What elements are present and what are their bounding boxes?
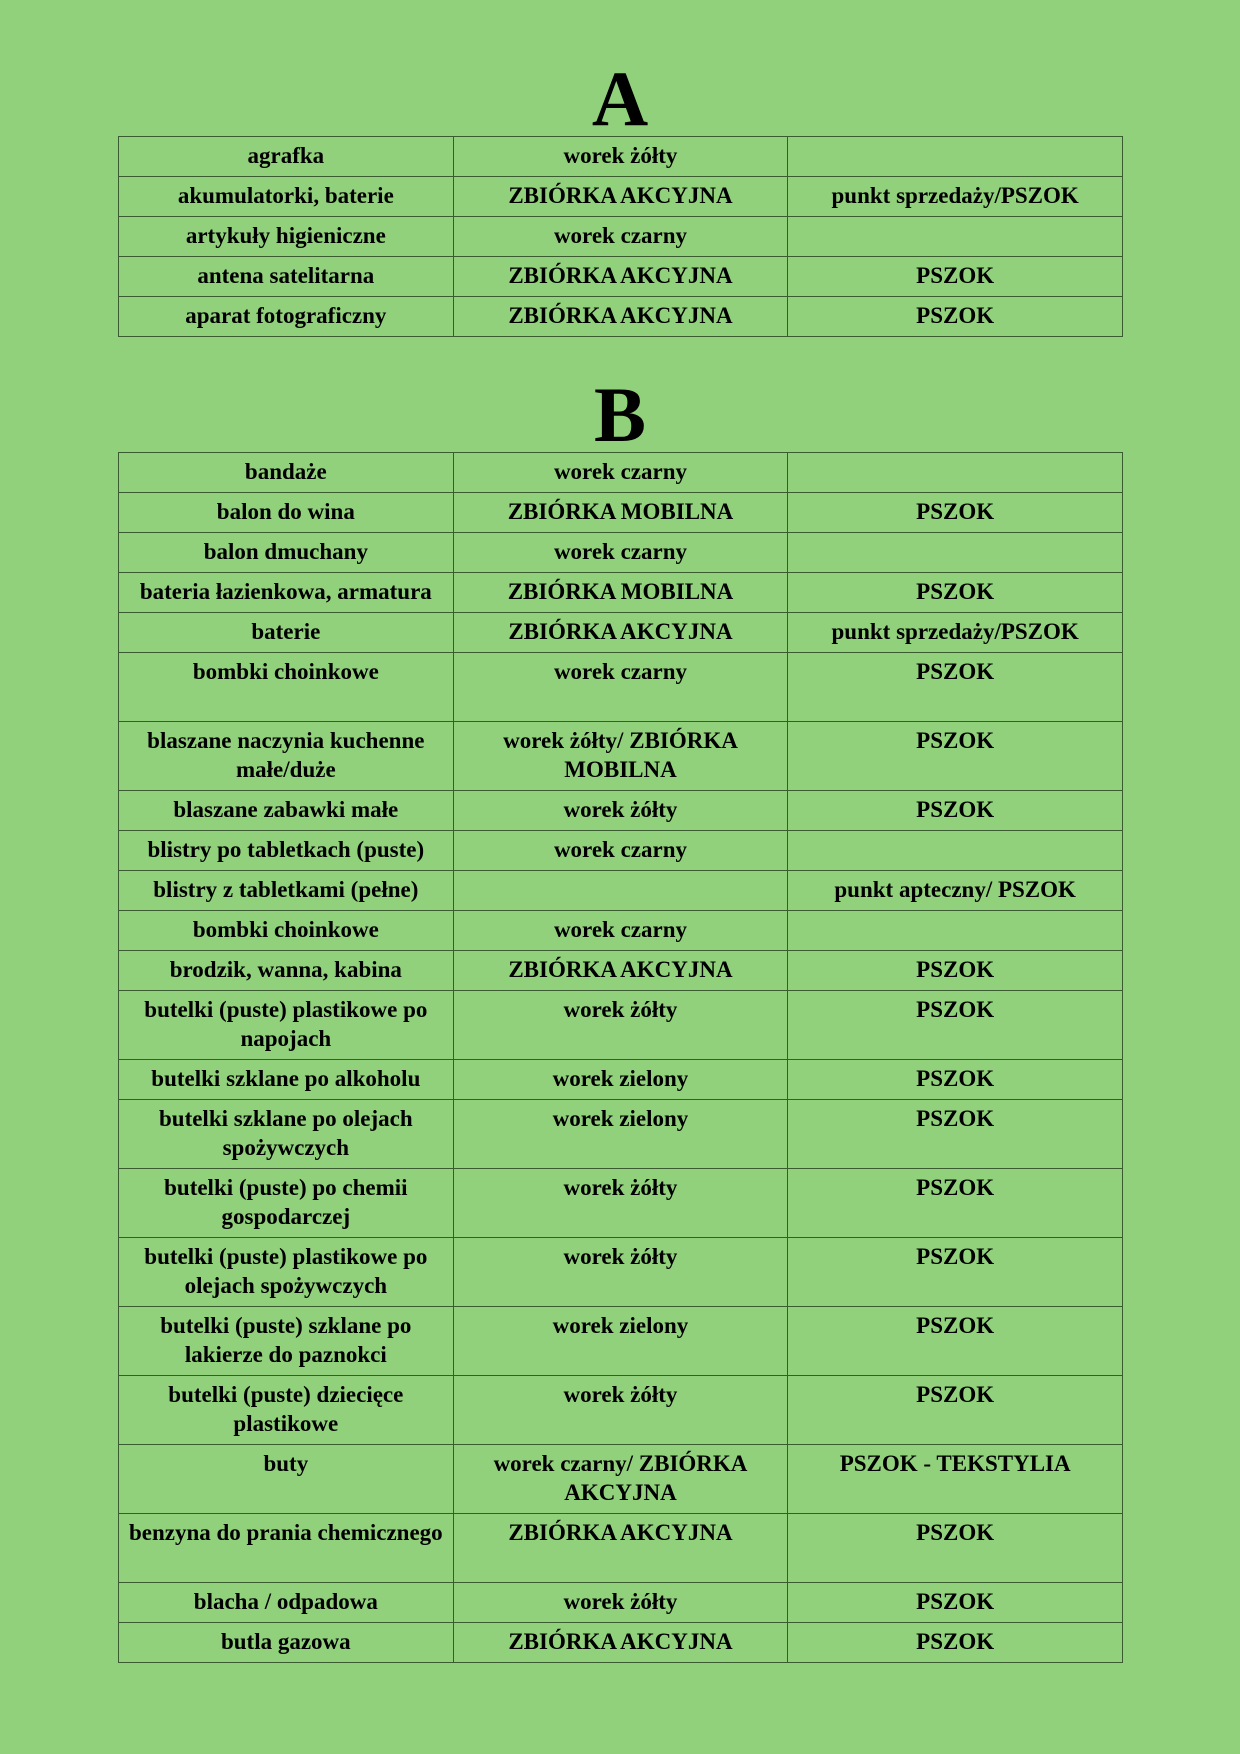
- item-name-cell: balon dmuchany: [119, 533, 454, 573]
- alternative-point-cell: PSZOK: [788, 791, 1123, 831]
- section-letter-b: B: [593, 371, 647, 458]
- collection-method-cell: worek żółty: [453, 991, 788, 1060]
- item-name-cell: butla gazowa: [119, 1623, 454, 1663]
- alternative-point-cell: PSZOK: [788, 1623, 1123, 1663]
- item-name-cell: blistry z tabletkami (pełne): [119, 871, 454, 911]
- alternative-point-cell: PSZOK - TEKSTYLIA: [788, 1445, 1123, 1514]
- alternative-point-cell: PSZOK: [788, 722, 1123, 791]
- alternative-point-cell: PSZOK: [788, 1100, 1123, 1169]
- collection-method-cell: worek żółty: [453, 1169, 788, 1238]
- collection-method-cell: worek czarny: [453, 911, 788, 951]
- item-name-cell: butelki (puste) szklane po lakierze do paznokci: [119, 1307, 454, 1376]
- collection-method-cell: ZBIÓRKA AKCYJNA: [453, 177, 788, 217]
- alternative-point-cell: PSZOK: [788, 493, 1123, 533]
- collection-method-cell: worek żółty: [453, 791, 788, 831]
- item-name-cell: agrafka: [119, 137, 454, 177]
- item-name-cell: benzyna do prania chemicznego: [119, 1514, 454, 1583]
- table-row: [119, 453, 1123, 493]
- item-name-cell: bombki choinkowe: [119, 911, 454, 951]
- alternative-point-cell: [788, 453, 1123, 493]
- collection-method-cell: worek czarny: [453, 831, 788, 871]
- alternative-point-cell: [788, 911, 1123, 951]
- alternative-point-cell: PSZOK: [788, 991, 1123, 1060]
- item-name-cell: buty: [119, 1445, 454, 1514]
- alternative-point-cell: PSZOK: [788, 1238, 1123, 1307]
- collection-method-cell: worek żółty/ ZBIÓRKA MOBILNA: [453, 722, 788, 791]
- alternative-point-cell: [788, 217, 1123, 257]
- alternative-point-cell: PSZOK: [788, 297, 1123, 337]
- alternative-point-cell: PSZOK: [788, 1060, 1123, 1100]
- table-row: [119, 1169, 1123, 1238]
- waste-table-a: [118, 136, 1123, 337]
- item-name-cell: butelki (puste) dziecięce plastikowe: [119, 1376, 454, 1445]
- collection-method-cell: worek czarny: [453, 453, 788, 493]
- table-row: [119, 951, 1123, 991]
- table-row: [119, 722, 1123, 791]
- collection-method-cell: worek czarny: [453, 217, 788, 257]
- table-row: [119, 991, 1123, 1060]
- item-name-cell: blaszane naczynia kuchenne małe/duże: [119, 722, 454, 791]
- collection-method-cell: worek zielony: [453, 1100, 788, 1169]
- item-name-cell: antena satelitarna: [119, 257, 454, 297]
- collection-method-cell: ZBIÓRKA MOBILNA: [453, 573, 788, 613]
- table-row: [119, 257, 1123, 297]
- item-name-cell: butelki (puste) plastikowe po olejach spożywczych: [119, 1238, 454, 1307]
- section-letter-a: A: [591, 55, 649, 142]
- alternative-point-cell: PSZOK: [788, 1376, 1123, 1445]
- alternative-point-cell: PSZOK: [788, 573, 1123, 613]
- collection-method-cell: ZBIÓRKA AKCYJNA: [453, 1514, 788, 1583]
- item-name-cell: blistry po tabletkach (puste): [119, 831, 454, 871]
- item-name-cell: artykuły higieniczne: [119, 217, 454, 257]
- item-name-cell: blaszane zabawki małe: [119, 791, 454, 831]
- collection-method-cell: ZBIÓRKA AKCYJNA: [453, 951, 788, 991]
- alternative-point-cell: [788, 533, 1123, 573]
- table-row: [119, 911, 1123, 951]
- table-row: [119, 1583, 1123, 1623]
- collection-method-cell: worek zielony: [453, 1060, 788, 1100]
- table-row: [119, 1376, 1123, 1445]
- item-name-cell: butelki szklane po olejach spożywczych: [119, 1100, 454, 1169]
- item-name-cell: aparat fotograficzny: [119, 297, 454, 337]
- waste-table-b: [118, 452, 1123, 1663]
- alternative-point-cell: punkt sprzedaży/PSZOK: [788, 177, 1123, 217]
- table-row: [119, 831, 1123, 871]
- table-row: [119, 533, 1123, 573]
- table-row: [119, 177, 1123, 217]
- collection-method-cell: worek żółty: [453, 1583, 788, 1623]
- collection-method-cell: worek czarny/ ZBIÓRKA AKCYJNA: [453, 1445, 788, 1514]
- collection-method-cell: worek żółty: [453, 1376, 788, 1445]
- item-name-cell: brodzik, wanna, kabina: [119, 951, 454, 991]
- table-row: [119, 791, 1123, 831]
- alternative-point-cell: [788, 137, 1123, 177]
- alternative-point-cell: punkt sprzedaży/PSZOK: [788, 613, 1123, 653]
- table-row: [119, 137, 1123, 177]
- table-row: [119, 1623, 1123, 1663]
- collection-method-cell: ZBIÓRKA AKCYJNA: [453, 257, 788, 297]
- table-row: [119, 493, 1123, 533]
- collection-method-cell: worek żółty: [453, 1238, 788, 1307]
- collection-method-cell: ZBIÓRKA MOBILNA: [453, 493, 788, 533]
- item-name-cell: bombki choinkowe: [119, 653, 454, 722]
- collection-method-cell: ZBIÓRKA AKCYJNA: [453, 297, 788, 337]
- item-name-cell: butelki (puste) po chemii gospodarczej: [119, 1169, 454, 1238]
- item-name-cell: balon do wina: [119, 493, 454, 533]
- table-row: [119, 1060, 1123, 1100]
- alternative-point-cell: PSZOK: [788, 1514, 1123, 1583]
- item-name-cell: butelki szklane po alkoholu: [119, 1060, 454, 1100]
- table-row: [119, 1514, 1123, 1583]
- alternative-point-cell: punkt apteczny/ PSZOK: [788, 871, 1123, 911]
- alternative-point-cell: PSZOK: [788, 1307, 1123, 1376]
- table-row: [119, 653, 1123, 722]
- alternative-point-cell: [788, 831, 1123, 871]
- collection-method-cell: [453, 871, 788, 911]
- table-row: [119, 217, 1123, 257]
- alternative-point-cell: PSZOK: [788, 1583, 1123, 1623]
- item-name-cell: butelki (puste) plastikowe po napojach: [119, 991, 454, 1060]
- table-row: [119, 1238, 1123, 1307]
- table-row: [119, 613, 1123, 653]
- alternative-point-cell: PSZOK: [788, 257, 1123, 297]
- item-name-cell: baterie: [119, 613, 454, 653]
- collection-method-cell: ZBIÓRKA AKCYJNA: [453, 1623, 788, 1663]
- item-name-cell: bateria łazienkowa, armatura: [119, 573, 454, 613]
- table-row: [119, 1445, 1123, 1514]
- collection-method-cell: worek zielony: [453, 1307, 788, 1376]
- collection-method-cell: worek czarny: [453, 653, 788, 722]
- table-row: [119, 1307, 1123, 1376]
- item-name-cell: blacha / odpadowa: [119, 1583, 454, 1623]
- item-name-cell: akumulatorki, baterie: [119, 177, 454, 217]
- table-row: [119, 871, 1123, 911]
- collection-method-cell: worek czarny: [453, 533, 788, 573]
- table-row: [119, 297, 1123, 337]
- collection-method-cell: ZBIÓRKA AKCYJNA: [453, 613, 788, 653]
- alternative-point-cell: PSZOK: [788, 1169, 1123, 1238]
- collection-method-cell: worek żółty: [453, 137, 788, 177]
- item-name-cell: bandaże: [119, 453, 454, 493]
- table-row: [119, 573, 1123, 613]
- table-row: [119, 1100, 1123, 1169]
- alternative-point-cell: PSZOK: [788, 653, 1123, 722]
- alternative-point-cell: PSZOK: [788, 951, 1123, 991]
